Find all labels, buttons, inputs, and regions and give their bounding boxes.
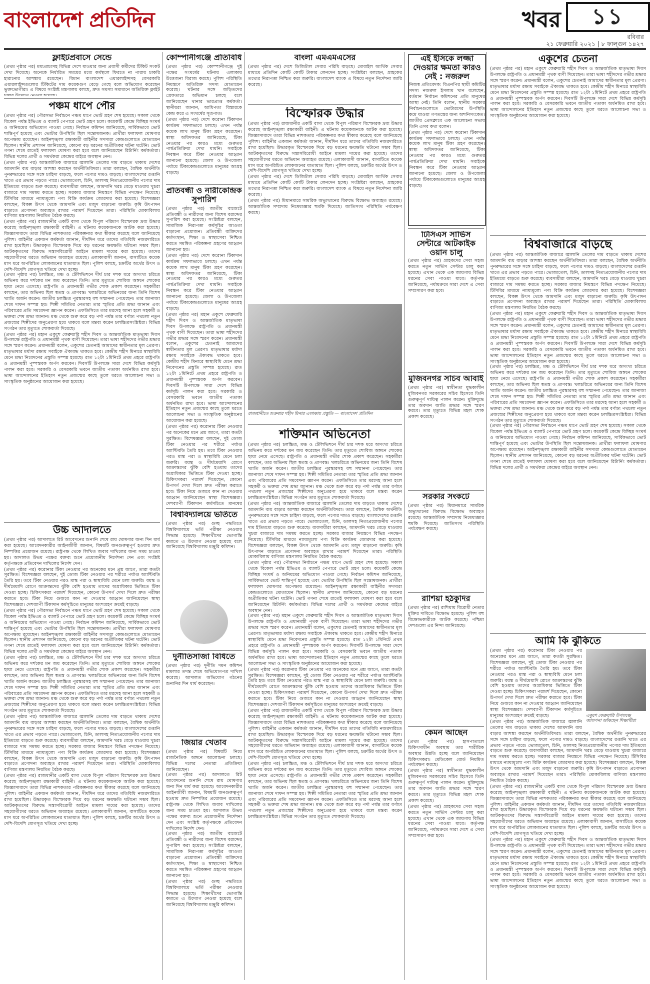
article-headline: বিশ্ববাজারে বাড়ছে	[524, 238, 612, 251]
article-body: (প্রথম পৃষ্ঠার পর) আদালতে রিট আবেদনের শুনানি শেষে রায় ঘোষণার জন্য দিন ধার্য করা হয়েছে। আবেদনকারীর আইনজীবী জানান, বিষয়টি জনগুরুত্বপূর্ণ হওয়ায় দ্রুত নিষ্পত্তির প্রয়োজন রয়েছে। রাষ্ট্রপক্ষ থেকে লিখিত জবাব দাখিলের জন্য সময় চাওয়া হয়। আদালত উভয় পক্ষের বক্তব্য শুনে প্রয়োজনীয় নির্দেশনা দেন এবং সংশ্লিষ্ট কর্তৃপক্ষকে প্রতিবেদন দাখিলের নির্দেশ দেন।	[4, 538, 160, 567]
story-divider	[4, 522, 160, 523]
article-body-cont: (প্রথম পৃষ্ঠার পর) জাতীয় বাজেটে প্রতিবন্ধী ও নারীদের জন্য বিশেষ বরাদ্দের সুপারিশ করা হয়েছে। সংশ্লিষ্টরা বলছেন, সামাজিক নিরাপত্তা কর্মসূচির আওতা বাড়ানো প্রয়োজন। প্রতিবন্ধী ব্যক্তিদের কর্মসংস্থান, শিক্ষা ও স্বাস্থ্যসেবা নিশ্চিত করতে সমন্বিত পরিকল্পনা গ্রহণের আহ্বান জানানো হয়।	[166, 832, 242, 879]
article-headline: উচ্চ আদালতে	[52, 525, 112, 536]
article-pratibandhi[interactable]	[166, 187, 242, 505]
article-titas[interactable]	[408, 231, 484, 369]
article-flight[interactable]	[4, 54, 160, 96]
article-headline: কোম্পানীগঞ্জে প্রতিবিধি	[166, 54, 242, 62]
article-body-cont: (প্রথম পৃষ্ঠার পর) আন্তর্জাতিক বাজারে জ্বালানি তেলের দাম বাড়তে থাকায় দেশের আমদানি ব্যয় বাড়ার আশঙ্কা করছেন অর্থনীতিবিদরা। তারা বলছেন, বৈশ্বিক অর্থনীতি পুনরুদ্ধারের সঙ্গে সঙ্গে চাহিদা বাড়ছে, ফলে পণ্যের দামও বাড়ছে। বাংলাদেশের রপ্তানি খাতে এর প্রভাব পড়তে পারে। ভোজ্যতেল, চিনি, ডালসহ নিত্যপ্রয়োজনীয় পণ্যের দাম ইতিমধ্যে বাড়তে শুরু করেছে। ব্যবসায়ীরা বলছেন, আমদানি খরচ বেড়ে যাওয়ায় খুচরা বাজারে দাম সমন্বয় করতে হচ্ছে। সরকার বাজার নিয়ন্ত্রণে বিভিন্ন পদক্ষেপ নিয়েছে। টিসিবির মাধ্যমে ন্যায্যমূল্যে পণ্য বিক্রি কার্যক্রম জোরদার করা হয়েছে। বিশেষজ্ঞরা বলছেন, বিকল্প উৎস থেকে আমদানি এবং মজুদ বাড়ানো জরুরি। কৃষি উৎপাদন বাড়াতে প্রণোদনা অব্যাহত রাখার পরামর্শ দিয়েছেন তারা। পরিস্থিতি মোকাবিলায় বাণিজ্য মন্ত্রণালয় নিয়মিত বৈঠক করছে।	[490, 719, 646, 784]
article-body-cont: (প্রথম পৃষ্ঠার পর) চলচ্চিত্র, মঞ্চ ও টেলিভিশনে দীর্ঘ চার দশক ধরে অসংখ্য চরিত্রে অভিনয় করে দর্শকের মন জয় করেছেন তিনি। তার মৃত্যুতে শোবিজ অঙ্গনে শোকের ছায়া নেমে এসেছে। রাষ্ট্রপতি ও প্রধানমন্ত্রী গভীর শোক প্রকাশ করেছেন। সহকর্মীরা বলছেন, তার অভিনয় ছিল স্বতন্ত্র ও প্রাণবন্ত। খলচরিত্রে অভিনয়ের জন্য তিনি বিশেষ খ্যাতি অর্জন করেন। জাতীয় চলচ্চিত্র পুরস্কারসহ বহু সম্মাননা পেয়েছেন। তার জানাজা শেষে দাফন সম্পন্ন হয়। শিল্পী সমিতির নেতারা তার স্মৃতির প্রতি শ্রদ্ধা জানান এবং পরিবারের প্রতি সমবেদনা জ্ঞাপন করেন। এফডিসিতে তার মরদেহ আনা হলে সহকর্মী ও ভক্তরা শেষ শ্রদ্ধা জানান। মঞ্চ থেকে শুরু করে বড় পর্দা পর্যন্ত তার বর্ণাঢ্য পথচলা নতুন প্রজন্মের শিল্পীদের অনুপ্রেরণা হয়ে থাকবে বলে মন্তব্য করেন চলচ্চিত্রসংশ্লিষ্টরা। বিভিন্ন সংগঠন তার মৃত্যুতে শোকবার্তা দিয়েছে।	[490, 365, 646, 424]
article-body: (প্রথম পৃষ্ঠার পর) চলচ্চিত্র, মঞ্চ ও টেলিভিশনে দীর্ঘ চার দশক ধরে অসংখ্য চরিত্রে অভিনয় করে দর্শকের মন জয় করেছেন তিনি। তার মৃত্যুতে শোবিজ অঙ্গনে শোকের ছায়া নেমে এসেছে। রাষ্ট্রপতি ও প্রধানমন্ত্রী গভীর শোক প্রকাশ করেছেন। সহকর্মীরা বলছেন, তার অভিনয় ছিল স্বতন্ত্র ও প্রাণবন্ত। খলচরিত্রে অভিনয়ের জন্য তিনি বিশেষ খ্যাতি অর্জন করেন। জাতীয় চলচ্চিত্র পুরস্কারসহ বহু সম্মাননা পেয়েছেন। তার জানাজা শেষে দাফন সম্পন্ন হয়। শিল্পী সমিতির নেতারা তার স্মৃতির প্রতি শ্রদ্ধা জানান এবং পরিবারের প্রতি সমবেদনা জ্ঞাপন করেন। এফডিসিতে তার মরদেহ আনা হলে সহকর্মী ও ভক্তরা শেষ শ্রদ্ধা জানান। মঞ্চ থেকে শুরু করে বড় পর্দা পর্যন্ত তার বর্ণাঢ্য পথচলা নতুন প্রজন্মের শিল্পীদের অনুপ্রেরণা হয়ে থাকবে বলে মন্তব্য করেন চলচ্চিত্রসংশ্লিষ্টরা। বিভিন্ন সংগঠন তার মৃত্যুতে শোকবার্তা দিয়েছে।	[248, 443, 402, 502]
article-shaktiman[interactable]	[248, 428, 402, 978]
newspaper-logo[interactable]: বাংলাদেশ প্রতিদিন	[4, 7, 155, 32]
article-mayor[interactable]	[248, 54, 402, 102]
article-body-cont: (প্রথম পৃষ্ঠার পর) মহান একুশে ফেব্রুয়ারি শহীদ দিবস ও আন্তর্জাতিক মাতৃভাষা দিবস উপলক্ষে রাষ্ট্রপতি ও প্রধানমন্ত্রী পৃথক বাণী দিয়েছেন। তারা ভাষা শহীদদের গভীর শ্রদ্ধার সঙ্গে স্মরণ করেন। প্রধানমন্ত্রী বলেন, একুশের চেতনাই আমাদের স্বাধীনতার মূল প্রেরণা। মাতৃভাষার মর্যাদা রক্ষায় সবাইকে ঐক্যবদ্ধ থাকতে হবে। কেন্দ্রীয় শহীদ মিনারে স্বাস্থ্যবিধি মেনে শ্রদ্ধা নিবেদনের প্রস্তুতি সম্পন্ন হয়েছে। রাত ১২টা ১মিনিটে প্রথম প্রহরে রাষ্ট্রপতি ও প্রধানমন্ত্রী পুষ্পস্তবক অর্পণ করবেন। দিবসটি উপলক্ষে সারা দেশে বিভিন্ন কর্মসূচি পালন করা হবে। সরকারি ও বেসরকারি ভবনে জাতীয় পতাকা অর্ধনমিত রাখা হবে। ভাষা আন্দোলনের ইতিহাস নতুন প্রজন্মের কাছে তুলে ধরতে আলোচনা সভা ও সাংস্কৃতিক অনুষ্ঠানের আয়োজন করা হয়েছে।	[490, 838, 646, 891]
article-jhuki[interactable]	[490, 636, 646, 978]
article-body-cont: (প্রথম পৃষ্ঠার পর) আন্তর্জাতিক বাজারে জ্বালানি তেলের দাম বাড়তে থাকায় দেশের আমদানি ব্যয় বাড়ার আশঙ্কা করছেন অর্থনীতিবিদরা। তারা বলছেন, বৈশ্বিক অর্থনীতি পুনরুদ্ধারের সঙ্গে সঙ্গে চাহিদা বাড়ছে, ফলে পণ্যের দামও বাড়ছে। বাংলাদেশের রপ্তানি খাতে এর প্রভাব পড়তে পারে। ভোজ্যতেল, চিনি, ডালসহ নিত্যপ্রয়োজনীয় পণ্যের দাম ইতিমধ্যে বাড়তে শুরু করেছে। ব্যবসায়ীরা বলছেন, আমদানি খরচ বেড়ে যাওয়ায় খুচরা বাজারে দাম সমন্বয় করতে হচ্ছে। সরকার বাজার নিয়ন্ত্রণে বিভিন্ন পদক্ষেপ নিয়েছে। টিসিবির মাধ্যমে ন্যায্যমূল্যে পণ্য বিক্রি কার্যক্রম জোরদার করা হয়েছে। বিশেষজ্ঞরা বলছেন, বিকল্প উৎস থেকে আমদানি এবং মজুদ বাড়ানো জরুরি। কৃষি উৎপাদন বাড়াতে প্রণোদনা অব্যাহত রাখার পরামর্শ দিয়েছেন তারা। পরিস্থিতি মোকাবিলায় বাণিজ্য মন্ত্রণালয় নিয়মিত বৈঠক করছে।	[248, 502, 402, 561]
article-ei-isik[interactable]	[408, 54, 486, 226]
article-headline: পঞ্চম ধাপে পৌর	[48, 101, 116, 112]
article-body-cont: (প্রথম পৃষ্ঠার পর) চলচ্চিত্র, মঞ্চ ও টেলিভিশনে দীর্ঘ চার দশক ধরে অসংখ্য চরিত্রে অভিনয় করে দর্শকের মন জয় করেছেন তিনি। তার মৃত্যুতে শোবিজ অঙ্গনে শোকের ছায়া নেমে এসেছে। রাষ্ট্রপতি ও প্রধানমন্ত্রী গভীর শোক প্রকাশ করেছেন। সহকর্মীরা বলছেন, তার অভিনয় ছিল স্বতন্ত্র ও প্রাণবন্ত। খলচরিত্রে অভিনয়ের জন্য তিনি বিশেষ খ্যাতি অর্জন করেন। জাতীয় চলচ্চিত্র পুরস্কারসহ বহু সম্মাননা পেয়েছেন। তার জানাজা শেষে দাফন সম্পন্ন হয়। শিল্পী সমিতির নেতারা তার স্মৃতির প্রতি শ্রদ্ধা জানান এবং পরিবারের প্রতি সমবেদনা জ্ঞাপন করেন। এফডিসিতে তার মরদেহ আনা হলে সহকর্মী ও ভক্তরা শেষ শ্রদ্ধা জানান। মঞ্চ থেকে শুরু করে বড় পর্দা পর্যন্ত তার বর্ণাঢ্য পথচলা নতুন প্রজন্মের শিল্পীদের অনুপ্রেরণা হয়ে থাকবে বলে মন্তব্য করেন চলচ্চিত্রসংশ্লিষ্টরা। বিভিন্ন সংগঠন তার মৃত্যুতে শোকবার্তা দিয়েছে।	[4, 273, 160, 332]
article-body-cont: (প্রথম পৃষ্ঠার পর) দেশে করোনা টিকাদান কার্যক্রম সফলভাবে চলছে। এখন পর্যন্ত কয়েক লাখ মানুষ টিকা গ্রহণ করেছেন। স্বাস্থ্য অধিদফতর জানিয়েছে, টিকা নেওয়ার পর কারও মধ্যে গুরুতর পার্শ্বপ্রতিক্রিয়া দেখা যায়নি। সবাইকে নিবন্ধন করে টিকা নেওয়ার আহ্বান জানানো হয়েছে। জেলা ও উপজেলা পর্যায়ে টিকাকেন্দ্রগুলোতে মানুষের আগ্রহ বাড়ছে।	[166, 253, 242, 312]
story-divider	[490, 235, 646, 236]
article-headline: আমি কি ঝুঁকিতে	[535, 636, 601, 647]
date-label: ২১ ফেব্রুয়ারি ২০২১ | ৮ ফাল্গুন ১৪২৭	[546, 41, 644, 48]
article-headline: কেমন আছেন	[424, 729, 468, 737]
article-body: (প্রথম পৃষ্ঠার পর) দুর্নীতি দমন কমিশন মামলার তদন্ত শেষে অভিযোগপত্র দাখিল করেছে। আদালত অভিযোগ গঠনের শুনানির দিন ধার্য করেছেন।	[166, 663, 242, 687]
article-headline: ফ্লাইটপ্রবাসে সেন্ডে	[52, 54, 112, 62]
article-body: (প্রথম পৃষ্ঠার পর) রাজধানীর একটি বাসা থেকে বিপুল পরিমাণ বিস্ফোরক দ্রব্য উদ্ধার করেছে আইনশৃঙ্খলা রক্ষাকারী বাহিনী। এ ঘটনায় কয়েকজনকে আটক করা হয়েছে। জিজ্ঞাসাবাদে তারা বিভিন্ন নাশকতার পরিকল্পনার কথা স্বীকার করেছে বলে জানিয়েছে পুলিশ। বাহিনীর একজন কর্মকর্তা জানান, দীর্ঘদিন ধরে তাদের গতিবিধি নজরদারিতে রাখা হয়েছিল। উদ্ধারকৃত বিস্ফোরক দিয়ে বড় ধরনের ক্ষয়ক্ষতি ঘটানো সম্ভব ছিল। আটককৃতদের বিরুদ্ধে সন্ত্রাসবিরোধী আইনে মামলা দায়ের করা হয়েছে। তাদের সহযোগীদের ধরতে অভিযান অব্যাহত রয়েছে। এলাকাবাসী জানান, বাসাটিতে কয়েক মাস ধরে অপরিচিত লোকজনের যাতায়াত ছিল। পুলিশ বলছে, চক্রটির অর্থের উৎস ও দেশি-বিদেশি যোগসূত্র খতিয়ে দেখা হচ্ছে।	[248, 122, 402, 175]
story-divider	[4, 98, 160, 99]
article-raufeet[interactable]	[408, 595, 484, 723]
article-body-cont: (প্রথম পৃষ্ঠার পর) রাজধানীর একটি বাসা থেকে বিপুল পরিমাণ বিস্ফোরক দ্রব্য উদ্ধার করেছে আইনশৃঙ্খলা রক্ষাকারী বাহিনী। এ ঘটনায় কয়েকজনকে আটক করা হয়েছে। জিজ্ঞাসাবাদে তারা বিভিন্ন নাশকতার পরিকল্পনার কথা স্বীকার করেছে বলে জানিয়েছে পুলিশ। বাহিনীর একজন কর্মকর্তা জানান, দীর্ঘদিন ধরে তাদের গতিবিধি নজরদারিতে রাখা হয়েছিল। উদ্ধারকৃত বিস্ফোরক দিয়ে বড় ধরনের ক্ষয়ক্ষতি ঘটানো সম্ভব ছিল। আটককৃতদের বিরুদ্ধে সন্ত্রাসবিরোধী আইনে মামলা দায়ের করা হয়েছে। তাদের সহযোগীদের ধরতে অভিযান অব্যাহত রয়েছে। এলাকাবাসী জানান, বাসাটিতে কয়েক মাস ধরে অপরিচিত লোকজনের যাতায়াত ছিল। পুলিশ বলছে, চক্রটির অর্থের উৎস ও দেশি-বিদেশি যোগসূত্র খতিয়ে দেখা হচ্ছে।	[4, 220, 160, 273]
article-headline: জিয়ার খেতাব	[181, 739, 227, 747]
story-divider	[408, 592, 484, 593]
story-divider	[166, 184, 242, 185]
article-body-cont: (প্রথম পৃষ্ঠার পর) পৌরসভা নির্বাচনে পঞ্চম ধাপে ভোট গ্রহণ শেষ হয়েছে। সকাল থেকে বিকেল পর্যন্ত ইভিএম ও ব্যালট পেপারে ভোট গ্রহণ চলে। কয়েকটি কেন্দ্রে বিচ্ছিন্ন সংঘর্ষ ও অনিয়মের অভিযোগ পাওয়া গেছে। নির্বাচন কমিশন জানিয়েছে, সার্বিকভাবে ভোট শান্তিপূর্ণ হয়েছে এবং ভোটার উপস্থিতি ছিল সন্তোষজনক। প্রার্থীরা ফলাফল ঘোষণার অপেক্ষায় রয়েছেন। আইনশৃঙ্খলা রক্ষাকারী বাহিনীর সদস্যরা কেন্দ্রগুলোতে মোতায়েন ছিলেন। স্থানীয় প্রশাসন জানিয়েছে, কোনো বড় ধরনের অপ্রীতিকর ঘটনা ঘটেনি। ভোট গণনা শেষে রাতেই ফলাফল ঘোষণা করা হবে বলে জানিয়েছেন রিটার্নিং কর্মকর্তারা। বিভিন্ন দলের প্রার্থী ও সমর্থকরা কেন্দ্রের বাইরে অবস্থান নেন।	[248, 561, 402, 614]
article-body-cont: (প্রথম পৃষ্ঠার পর) রাজধানীর একটি বাসা থেকে বিপুল পরিমাণ বিস্ফোরক দ্রব্য উদ্ধার করেছে আইনশৃঙ্খলা রক্ষাকারী বাহিনী। এ ঘটনায় কয়েকজনকে আটক করা হয়েছে। জিজ্ঞাসাবাদে তারা বিভিন্ন নাশকতার পরিকল্পনার কথা স্বীকার করেছে বলে জানিয়েছে পুলিশ। বাহিনীর একজন কর্মকর্তা জানান, দীর্ঘদিন ধরে তাদের গতিবিধি নজরদারিতে রাখা হয়েছিল। উদ্ধারকৃত বিস্ফোরক দিয়ে বড় ধরনের ক্ষয়ক্ষতি ঘটানো সম্ভব ছিল। আটককৃতদের বিরুদ্ধে সন্ত্রাসবিরোধী আইনে মামলা দায়ের করা হয়েছে। তাদের সহযোগীদের ধরতে অভিযান অব্যাহত রয়েছে। এলাকাবাসী জানান, বাসাটিতে কয়েক মাস ধরে অপরিচিত লোকজনের যাতায়াত ছিল। পুলিশ বলছে, চক্রটির অর্থের উৎস ও দেশি-বিদেশি যোগসূত্র খতিয়ে দেখা হচ্ছে।	[4, 774, 160, 827]
article-body: (প্রথম পৃষ্ঠার পর) স্বাধীনতা যুদ্ধকালীন মুজিবনগর সরকারের সচিব হিসেবে তিনি গুরুত্বপূর্ণ দায়িত্ব পালন করেন। মুক্তিযুদ্ধে তার অবদান জাতি শ্রদ্ধার সঙ্গে স্মরণ করবে। তার মৃত্যুতে বিভিন্ন মহল শোক প্রকাশ করেছে।	[408, 385, 484, 421]
dateline	[546, 34, 644, 48]
article-college[interactable]	[166, 54, 242, 182]
article-body-cont: (প্রথম পৃষ্ঠার পর) পৌরসভা নির্বাচনে পঞ্চম ধাপে ভোট গ্রহণ শেষ হয়েছে। সকাল থেকে বিকেল পর্যন্ত ইভিএম ও ব্যালট পেপারে ভোট গ্রহণ চলে। কয়েকটি কেন্দ্রে বিচ্ছিন্ন সংঘর্ষ ও অনিয়মের অভিযোগ পাওয়া গেছে। নির্বাচন কমিশন জানিয়েছে, সার্বিকভাবে ভোট শান্তিপূর্ণ হয়েছে এবং ভোটার উপস্থিতি ছিল সন্তোষজনক। প্রার্থীরা ফলাফল ঘোষণার অপেক্ষায় রয়েছেন। আইনশৃঙ্খলা রক্ষাকারী বাহিনীর সদস্যরা কেন্দ্রগুলোতে মোতায়েন ছিলেন। স্থানীয় প্রশাসন জানিয়েছে, কোনো বড় ধরনের অপ্রীতিকর ঘটনা ঘটেনি। ভোট গণনা শেষে রাতেই ফলাফল ঘোষণা করা হবে বলে জানিয়েছেন রিটার্নিং কর্মকর্তারা। বিভিন্ন দলের প্রার্থী ও সমর্থকরা কেন্দ্রের বাইরে অবস্থান নেন।	[4, 608, 160, 656]
article-body: (প্রথম পৃষ্ঠার পর) গুচ্ছ পদ্ধতিতে বিশ্ববিদ্যালয়ে ভর্তি পরীক্ষা নেওয়ার সিদ্ধান্ত হয়েছে। শিক্ষার্থীদের ভোগান্তি কমাতে এ উদ্যোগ নেওয়া হয়েছে বলে জানিয়েছে বিশ্ববিদ্যালয় মঞ্জুরি কমিশন।	[166, 521, 242, 551]
news-photo	[248, 304, 402, 410]
article-body-cont: (প্রথম পৃষ্ঠার পর) রাজধানীর একটি বাসা থেকে বিপুল পরিমাণ বিস্ফোরক দ্রব্য উদ্ধার করেছে আইনশৃঙ্খলা রক্ষাকারী বাহিনী। এ ঘটনায় কয়েকজনকে আটক করা হয়েছে। জিজ্ঞাসাবাদে তারা বিভিন্ন নাশকতার পরিকল্পনার কথা স্বীকার করেছে বলে জানিয়েছে পুলিশ। বাহিনীর একজন কর্মকর্তা জানান, দীর্ঘদিন ধরে তাদের গতিবিধি নজরদারিতে রাখা হয়েছিল। উদ্ধারকৃত বিস্ফোরক দিয়ে বড় ধরনের ক্ষয়ক্ষতি ঘটানো সম্ভব ছিল। আটককৃতদের বিরুদ্ধে সন্ত্রাসবিরোধী আইনে মামলা দায়ের করা হয়েছে। তাদের সহযোগীদের ধরতে অভিযান অব্যাহত রয়েছে। এলাকাবাসী জানান, বাসাটিতে কয়েক মাস ধরে অপরিচিত লোকজনের যাতায়াত ছিল। পুলিশ বলছে, চক্রটির অর্থের উৎস ও দেশি-বিদেশি যোগসূত্র খতিয়ে দেখা হচ্ছে।	[248, 708, 402, 762]
story-divider	[408, 490, 484, 491]
article-body: (প্রথম পৃষ্ঠার পর) রাশিয়ায় বিরোধী নেতার মুক্তির দাবিতে বিক্ষোভ হয়েছে। পুলিশ বহু বিক্ষোভকারীকে আটক করেছে। পশ্চিমা দেশগুলো এর নিন্দা জানিয়েছে।	[408, 605, 484, 629]
article-body: (প্রথম পৃষ্ঠার পর) করোনার টিকা নেওয়ার পর অনেকের মনে প্রশ্ন জাগে, তারা কতটা সুরক্ষিত। বিশেষজ্ঞরা বলছেন, দুই ডোজ টিকা নেওয়ার পর শরীরে পর্যাপ্ত অ্যান্টিবডি তৈরি হয়। তবে টিকা নেওয়ার পরও মাস্ক পরা ও স্বাস্থ্যবিধি মেনে চলা জরুরি। বয়স্ক ও দীর্ঘমেয়াদি রোগে আক্রান্তদের ঝুঁকি বেশি হওয়ায় তাদের অগ্রাধিকার ভিত্তিতে টিকা দেওয়া হচ্ছে। চিকিৎসকরা পরামর্শ দিয়েছেন, কোনো উপসর্গ দেখা দিলে দ্রুত পরীক্ষা করাতে হবে। টিকা নিয়ে গুজবে কান না দেওয়ার আহ্বান জানিয়েছেন স্বাস্থ্য বিশেষজ্ঞরা। দেশব্যাপী টিকাদান কর্মসূচিতে মানুষের অংশগ্রহণ ক্রমেই বাড়ছে।	[490, 649, 582, 719]
article-body-cont: (প্রথম পৃষ্ঠার পর) চলচ্চিত্র, মঞ্চ ও টেলিভিশনে দীর্ঘ চার দশক ধরে অসংখ্য চরিত্রে অভিনয় করে দর্শকের মন জয় করেছেন তিনি। তার মৃত্যুতে শোবিজ অঙ্গনে শোকের ছায়া নেমে এসেছে। রাষ্ট্রপতি ও প্রধানমন্ত্রী গভীর শোক প্রকাশ করেছেন। সহকর্মীরা বলছেন, তার অভিনয় ছিল স্বতন্ত্র ও প্রাণবন্ত। খলচরিত্রে অভিনয়ের জন্য তিনি বিশেষ খ্যাতি অর্জন করেন। জাতীয় চলচ্চিত্র পুরস্কারসহ বহু সম্মাননা পেয়েছেন। তার জানাজা শেষে দাফন সম্পন্ন হয়। শিল্পী সমিতির নেতারা তার স্মৃতির প্রতি শ্রদ্ধা জানান এবং পরিবারের প্রতি সমবেদনা জ্ঞাপন করেন। এফডিসিতে তার মরদেহ আনা হলে সহকর্মী ও ভক্তরা শেষ শ্রদ্ধা জানান। মঞ্চ থেকে শুরু করে বড় পর্দা পর্যন্ত তার বর্ণাঢ্য পথচলা নতুন প্রজন্মের শিল্পীদের অনুপ্রেরণা হয়ে থাকবে বলে মন্তব্য করেন চলচ্চিত্রসংশ্লিষ্টরা। বিভিন্ন সংগঠন তার মৃত্যুতে শোকবার্তা দিয়েছে।	[4, 656, 160, 715]
article-body: (প্রথম পৃষ্ঠার পর) মিয়ানমারে সামরিক অভ্যুত্থানের বিরুদ্ধে বিক্ষোভ অব্যাহত রয়েছে। আন্তর্জাতিক সম্প্রদায় নিষেধাজ্ঞার হুমকি দিয়েছে। জাতিসংঘ পরিস্থিতি পর্যবেক্ষণ করছে।	[408, 503, 484, 533]
article-body-cont: (প্রথম পৃষ্ঠার পর) মহান একুশে ফেব্রুয়ারি শহীদ দিবস ও আন্তর্জাতিক মাতৃভাষা দিবস উপলক্ষে রাষ্ট্রপতি ও প্রধানমন্ত্রী পৃথক বাণী দিয়েছেন। তারা ভাষা শহীদদের গভীর শ্রদ্ধার সঙ্গে স্মরণ করেন। প্রধানমন্ত্রী বলেন, একুশের চেতনাই আমাদের স্বাধীনতার মূল প্রেরণা। মাতৃভাষার মর্যাদা রক্ষায় সবাইকে ঐক্যবদ্ধ থাকতে হবে। কেন্দ্রীয় শহীদ মিনারে স্বাস্থ্যবিধি মেনে শ্রদ্ধা নিবেদনের প্রস্তুতি সম্পন্ন হয়েছে। রাত ১২টা ১মিনিটে প্রথম প্রহরে রাষ্ট্রপতি ও প্রধানমন্ত্রী পুষ্পস্তবক অর্পণ করবেন। দিবসটি উপলক্ষে সারা দেশে বিভিন্ন কর্মসূচি পালন করা হবে। সরকারি ও বেসরকারি ভবনে জাতীয় পতাকা অর্ধনমিত রাখা হবে। ভাষা আন্দোলনের ইতিহাস নতুন প্রজন্মের কাছে তুলে ধরতে আলোচনা সভা ও সাংস্কৃতিক অনুষ্ঠানের আয়োজন করা হয়েছে।	[490, 312, 646, 365]
masthead-rule	[4, 48, 646, 50]
article-headline: রাশিয়া হঠকুদির	[421, 595, 471, 603]
article-body: (প্রথম পৃষ্ঠার পর) গ্রাহকদের সেবা সহজ করতে নতুন সার্ভিস সেন্টার চালু করা হয়েছে। এখান থেকে এক জায়গায় বিভিন্ন ধরনের সেবা পাওয়া যাবে। কর্তৃপক্ষ জানিয়েছে, পর্যায়ক্রমে সারা দেশে এ সেবা সম্প্রসারণ করা হবে।	[408, 259, 484, 294]
article-ekushe[interactable]	[490, 54, 646, 232]
article-body-cont: (প্রথম পৃষ্ঠার পর) গ্রাহকদের সেবা সহজ করতে নতুন সার্ভিস সেন্টার চালু করা হয়েছে। এখান থেকে এক জায়গায় বিভিন্ন ধরনের সেবা পাওয়া যাবে। কর্তৃপক্ষ জানিয়েছে, পর্যায়ক্রমে সারা দেশে এ সেবা সম্প্রসারণ করা হবে।	[408, 804, 484, 840]
article-pancham[interactable]	[4, 101, 160, 519]
article-headline: একুশের চেতনা	[538, 54, 598, 65]
article-body: (প্রথম পৃষ্ঠার পর) হাসপাতালে চিকিৎসাধীন অবস্থায় তার শারীরিক অবস্থার উন্নতি হচ্ছে বলে জানিয়েছেন চিকিৎসকরা। মেডিকেল বোর্ড নিয়মিত পর্যবেক্ষণ করছে।	[408, 739, 484, 769]
article-headline: মুজিবনগর সচিব আবাই	[408, 375, 484, 383]
article-headline: টিসিএস সার্ভিস সেন্টারে আটকাইক ওয়ান চালু	[416, 231, 476, 257]
article-body-cont: (প্রথম পৃষ্ঠার পর) আন্তর্জাতিক বাজারে জ্বালানি তেলের দাম বাড়তে থাকায় দেশের আমদানি ব্যয় বাড়ার আশঙ্কা করছেন অর্থনীতিবিদরা। তারা বলছেন, বৈশ্বিক অর্থনীতি পুনরুদ্ধারের সঙ্গে সঙ্গে চাহিদা বাড়ছে, ফলে পণ্যের দামও বাড়ছে। বাংলাদেশের রপ্তানি খাতে এর প্রভাব পড়তে পারে। ভোজ্যতেল, চিনি, ডালসহ নিত্যপ্রয়োজনীয় পণ্যের দাম ইতিমধ্যে বাড়তে শুরু করেছে। ব্যবসায়ীরা বলছেন, আমদানি খরচ বেড়ে যাওয়ায় খুচরা বাজারে দাম সমন্বয় করতে হচ্ছে। সরকার বাজার নিয়ন্ত্রণে বিভিন্ন পদক্ষেপ নিয়েছে। টিসিবির মাধ্যমে ন্যায্যমূল্যে পণ্য বিক্রি কার্যক্রম জোরদার করা হয়েছে। বিশেষজ্ঞরা বলছেন, বিকল্প উৎস থেকে আমদানি এবং মজুদ বাড়ানো জরুরি। কৃষি উৎপাদন বাড়াতে প্রণোদনা অব্যাহত রাখার পরামর্শ দিয়েছেন তারা। পরিস্থিতি মোকাবিলায় বাণিজ্য মন্ত্রণালয় নিয়মিত বৈঠক করছে।	[4, 161, 160, 220]
portrait-photo	[180, 600, 228, 644]
masthead	[4, 4, 204, 32]
section-label: খবর	[522, 7, 561, 33]
article-body-cont: (প্রথম পৃষ্ঠার পর) পৌরসভা নির্বাচনে পঞ্চম ধাপে ভোট গ্রহণ শেষ হয়েছে। সকাল থেকে বিকেল পর্যন্ত ইভিএম ও ব্যালট পেপারে ভোট গ্রহণ চলে। কয়েকটি কেন্দ্রে বিচ্ছিন্ন সংঘর্ষ ও অনিয়মের অভিযোগ পাওয়া গেছে। নির্বাচন কমিশন জানিয়েছে, সার্বিকভাবে ভোট শান্তিপূর্ণ হয়েছে এবং ভোটার উপস্থিতি ছিল সন্তোষজনক। প্রার্থীরা ফলাফল ঘোষণার অপেক্ষায় রয়েছেন। আইনশৃঙ্খলা রক্ষাকারী বাহিনীর সদস্যরা কেন্দ্রগুলোতে মোতায়েন ছিলেন। স্থানীয় প্রশাসন জানিয়েছে, কোনো বড় ধরনের অপ্রীতিকর ঘটনা ঘটেনি। ভোট গণনা শেষে রাতেই ফলাফল ঘোষণা করা হবে বলে জানিয়েছেন রিটার্নিং কর্মকর্তারা। বিভিন্ন দলের প্রার্থী ও সমর্থকরা কেন্দ্রের বাইরে অবস্থান নেন।	[490, 424, 646, 471]
story-divider	[166, 736, 242, 737]
article-bishwabajar[interactable]	[490, 238, 646, 630]
article-body-cont: (প্রথম পৃষ্ঠার পর) মহান একুশে ফেব্রুয়ারি শহীদ দিবস ও আন্তর্জাতিক মাতৃভাষা দিবস উপলক্ষে রাষ্ট্রপতি ও প্রধানমন্ত্রী পৃথক বাণী দিয়েছেন। তারা ভাষা শহীদদের গভীর শ্রদ্ধার সঙ্গে স্মরণ করেন। প্রধানমন্ত্রী বলেন, একুশের চেতনাই আমাদের স্বাধীনতার মূল প্রেরণা। মাতৃভাষার মর্যাদা রক্ষায় সবাইকে ঐক্যবদ্ধ থাকতে হবে। কেন্দ্রীয় শহীদ মিনারে স্বাস্থ্যবিধি মেনে শ্রদ্ধা নিবেদনের প্রস্তুতি সম্পন্ন হয়েছে। রাত ১২টা ১মিনিটে প্রথম প্রহরে রাষ্ট্রপতি ও প্রধানমন্ত্রী পুষ্পস্তবক অর্পণ করবেন। দিবসটি উপলক্ষে সারা দেশে বিভিন্ন কর্মসূচি পালন করা হবে। সরকারি ও বেসরকারি ভবনে জাতীয় পতাকা অর্ধনমিত রাখা হবে। ভাষা আন্দোলনের ইতিহাস নতুন প্রজন্মের কাছে তুলে ধরতে আলোচনা সভা ও সাংস্কৃতিক অনুষ্ঠানের আয়োজন করা হয়েছে।	[248, 614, 402, 667]
article-body: (প্রথম পৃষ্ঠার পর) কোম্পানীগঞ্জে দুই পক্ষের সংঘর্ষের ঘটনায় এলাকায় উত্তেজনা বিরাজ করছে। পুলিশ পরিস্থিতি নিয়ন্ত্রণে অতিরিক্ত সদস্য মোতায়েন করেছে। ঘটনার সঙ্গে জড়িতদের গ্রেফতারে অভিযান চলছে বলে জানিয়েছেন থানার ভারপ্রাপ্ত কর্মকর্তা। স্থানীয়রা জানান, আধিপত্য বিস্তারকে কেন্দ্র করে এ সংঘর্ষের সূত্রপাত।	[166, 64, 242, 118]
article-body-cont: (প্রথম পৃষ্ঠার পর) স্বাধীনতা যুদ্ধকালীন মুজিবনগর সরকারের সচিব হিসেবে তিনি গুরুত্বপূর্ণ দায়িত্ব পালন করেন। মুক্তিযুদ্ধে তার অবদান জাতি শ্রদ্ধার সঙ্গে স্মরণ করবে। তার মৃত্যুতে বিভিন্ন মহল শোক প্রকাশ করেছে।	[408, 769, 484, 804]
article-bishphoron[interactable]	[248, 107, 402, 301]
article-udaharan[interactable]	[4, 525, 160, 978]
article-durniti[interactable]	[166, 653, 242, 733]
story-divider	[248, 424, 402, 425]
article-body-cont: (প্রথম পৃষ্ঠার পর) আন্তর্জাতিক বাজারে জ্বালানি তেলের দাম বাড়তে থাকায় দেশের আমদানি ব্যয় বাড়ার আশঙ্কা করছেন অর্থনীতিবিদরা। তারা বলছেন, বৈশ্বিক অর্থনীতি পুনরুদ্ধারের সঙ্গে সঙ্গে চাহিদা বাড়ছে, ফলে পণ্যের দামও বাড়ছে। বাংলাদেশের রপ্তানি খাতে এর প্রভাব পড়তে পারে। ভোজ্যতেল, চিনি, ডালসহ নিত্যপ্রয়োজনীয় পণ্যের দাম ইতিমধ্যে বাড়তে শুরু করেছে। ব্যবসায়ীরা বলছেন, আমদানি খরচ বেড়ে যাওয়ায় খুচরা বাজারে দাম সমন্বয় করতে হচ্ছে। সরকার বাজার নিয়ন্ত্রণে বিভিন্ন পদক্ষেপ নিয়েছে। টিসিবির মাধ্যমে ন্যায্যমূল্যে পণ্য বিক্রি কার্যক্রম জোরদার করা হয়েছে। বিশেষজ্ঞরা বলছেন, বিকল্প উৎস থেকে আমদানি এবং মজুদ বাড়ানো জরুরি। কৃষি উৎপাদন বাড়াতে প্রণোদনা অব্যাহত রাখার পরামর্শ দিয়েছেন তারা। পরিস্থিতি মোকাবিলায় বাণিজ্য মন্ত্রণালয় নিয়মিত বৈঠক করছে।	[4, 715, 160, 774]
article-headline: বিশ্ববিদ্যালয়ে ভর্তিতে	[170, 511, 238, 519]
photo-caption: একুশে ফেব্রুয়ারি উপলক্ষে আলপনা আঁকছেন শিক্ষার্থীরা	[586, 714, 636, 725]
story-divider	[408, 372, 484, 373]
story-divider	[408, 228, 484, 229]
article-body-cont: (প্রথম পৃষ্ঠার পর) দেশে করোনা টিকাদান কার্যক্রম সফলভাবে চলছে। এখন পর্যন্ত কয়েক লাখ মানুষ টিকা গ্রহণ করেছেন। স্বাস্থ্য অধিদফতর জানিয়েছে, টিকা নেওয়ার পর কারও মধ্যে গুরুতর পার্শ্বপ্রতিক্রিয়া দেখা যায়নি। সবাইকে নিবন্ধন করে টিকা নেওয়ার আহ্বান জানানো হয়েছে। জেলা ও উপজেলা পর্যায়ে টিকাকেন্দ্রগুলোতে মানুষের আগ্রহ বাড়ছে।	[166, 117, 242, 177]
story-divider	[166, 650, 242, 651]
article-body-cont: (প্রথম পৃষ্ঠার পর) আদালতে রিট আবেদনের শুনানি শেষে রায় ঘোষণার জন্য দিন ধার্য করা হয়েছে। আবেদনকারীর আইনজীবী জানান, বিষয়টি জনগুরুত্বপূর্ণ হওয়ায় দ্রুত নিষ্পত্তির প্রয়োজন রয়েছে। রাষ্ট্রপক্ষ থেকে লিখিত জবাব দাখিলের জন্য সময় চাওয়া হয়। আদালত উভয় পক্ষের বক্তব্য শুনে প্রয়োজনীয় নির্দেশনা দেন এবং সংশ্লিষ্ট কর্তৃপক্ষকে প্রতিবেদন দাখিলের নির্দেশ দেন।	[166, 773, 242, 832]
article-bishwavidyalay[interactable]	[166, 511, 242, 601]
photo-caption: রাজধানীতে শুক্রবার শহীদ মিনার এলাকায় প্রস্তুতি — বাংলাদেশ প্রতিদিন	[248, 412, 373, 417]
article-headline: প্রতিবন্ধী ও নারীকেন্দ্রিক সুপারিশ	[166, 187, 242, 204]
article-body: (প্রথম পৃষ্ঠার পর) জাতীয় বাজেটে প্রতিবন্ধী ও নারীদের জন্য বিশেষ বরাদ্দের সুপারিশ করা হয়েছে। সংশ্লিষ্টরা বলছেন, সামাজিক নিরাপত্তা কর্মসূচির আওতা বাড়ানো প্রয়োজন। প্রতিবন্ধী ব্যক্তিদের কর্মসংস্থান, শিক্ষা ও স্বাস্থ্যসেবা নিশ্চিত করতে সমন্বিত পরিকল্পনা গ্রহণের আহ্বান জানানো হয়।	[166, 206, 242, 253]
column-divider	[244, 52, 245, 980]
news-photo	[586, 649, 646, 711]
article-headline: বিস্ফোরক উদ্ধার	[285, 107, 365, 120]
article-body-cont: (প্রথম পৃষ্ঠার পর) রাজধানীর একটি বাসা থেকে বিপুল পরিমাণ বিস্ফোরক দ্রব্য উদ্ধার করেছে আইনশৃঙ্খলা রক্ষাকারী বাহিনী। এ ঘটনায় কয়েকজনকে আটক করা হয়েছে। জিজ্ঞাসাবাদে তারা বিভিন্ন নাশকতার পরিকল্পনার কথা স্বীকার করেছে বলে জানিয়েছে পুলিশ। বাহিনীর একজন কর্মকর্তা জানান, দীর্ঘদিন ধরে তাদের গতিবিধি নজরদারিতে রাখা হয়েছিল। উদ্ধারকৃত বিস্ফোরক দিয়ে বড় ধরনের ক্ষয়ক্ষতি ঘটানো সম্ভব ছিল। আটককৃতদের বিরুদ্ধে সন্ত্রাসবিরোধী আইনে মামলা দায়ের করা হয়েছে। তাদের সহযোগীদের ধরতে অভিযান অব্যাহত রয়েছে। এলাকাবাসী জানান, বাসাটিতে কয়েক মাস ধরে অপরিচিত লোকজনের যাতায়াত ছিল। পুলিশ বলছে, চক্রটির অর্থের উৎস ও দেশি-বিদেশি যোগসূত্র খতিয়ে দেখা হচ্ছে।	[490, 784, 646, 838]
article-headline: বাংলা এমএমএসের	[294, 54, 356, 62]
article-body-cont: (প্রথম পৃষ্ঠার পর) চলচ্চিত্র, মঞ্চ ও টেলিভিশনে দীর্ঘ চার দশক ধরে অসংখ্য চরিত্রে অভিনয় করে দর্শকের মন জয় করেছেন তিনি। তার মৃত্যুতে শোবিজ অঙ্গনে শোকের ছায়া নেমে এসেছে। রাষ্ট্রপতি ও প্রধানমন্ত্রী গভীর শোক প্রকাশ করেছেন। সহকর্মীরা বলছেন, তার অভিনয় ছিল স্বতন্ত্র ও প্রাণবন্ত। খলচরিত্রে অভিনয়ের জন্য তিনি বিশেষ খ্যাতি অর্জন করেন। জাতীয় চলচ্চিত্র পুরস্কারসহ বহু সম্মাননা পেয়েছেন। তার জানাজা শেষে দাফন সম্পন্ন হয়। শিল্পী সমিতির নেতারা তার স্মৃতির প্রতি শ্রদ্ধা জানান এবং পরিবারের প্রতি সমবেদনা জ্ঞাপন করেন। এফডিসিতে তার মরদেহ আনা হলে সহকর্মী ও ভক্তরা শেষ শ্রদ্ধা জানান। মঞ্চ থেকে শুরু করে বড় পর্দা পর্যন্ত তার বর্ণাঢ্য পথচলা নতুন প্রজন্মের শিল্পীদের অনুপ্রেরণা হয়ে থাকবে বলে মন্তব্য করেন চলচ্চিত্রসংশ্লিষ্টরা। বিভিন্ন সংগঠন তার মৃত্যুতে শোকবার্তা দিয়েছে।	[248, 762, 402, 821]
story-divider	[248, 104, 402, 105]
article-body: নিজস্ব প্রতিবেদক: বিএনপির স্থায়ী কমিটির সদস্য নজরুল ইসলাম খান বলেছেন, বর্তমান নির্বাচন কমিশনের প্রতি মানুষের আস্থা নেই। তিনি বলেন, স্থানীয় সরকার নির্বাচনগুলোতে ভোটারদের উপস্থিতি কমে যাওয়া গণতন্ত্রের জন্য অশনিসংকেত। জাতীয় প্রেসক্লাবে এক আলোচনা সভায় তিনি এসব কথা বলেন।	[409, 83, 485, 130]
article-jiban[interactable]	[166, 739, 242, 979]
column-divider	[404, 52, 405, 980]
article-mujibnagar[interactable]	[408, 375, 484, 487]
column-divider	[486, 52, 487, 980]
story-divider	[408, 726, 484, 727]
article-sankat[interactable]	[408, 493, 484, 589]
article-kemon[interactable]	[408, 729, 484, 979]
article-body: (প্রথম পৃষ্ঠার পর) বিষয়টি নিয়ে রাজনৈতিক অঙ্গনে আলোচনা চলছে। বিভিন্ন দলের নেতারা প্রতিক্রিয়া জানিয়েছেন।	[166, 749, 242, 773]
article-body-cont: (প্রথম পৃষ্ঠার পর) মহান একুশে ফেব্রুয়ারি শহীদ দিবস ও আন্তর্জাতিক মাতৃভাষা দিবস উপলক্ষে রাষ্ট্রপতি ও প্রধানমন্ত্রী পৃথক বাণী দিয়েছেন। তারা ভাষা শহীদদের গভীর শ্রদ্ধার সঙ্গে স্মরণ করেন। প্রধানমন্ত্রী বলেন, একুশের চেতনাই আমাদের স্বাধীনতার মূল প্রেরণা। মাতৃভাষার মর্যাদা রক্ষায় সবাইকে ঐক্যবদ্ধ থাকতে হবে। কেন্দ্রীয় শহীদ মিনারে স্বাস্থ্যবিধি মেনে শ্রদ্ধা নিবেদনের প্রস্তুতি সম্পন্ন হয়েছে। রাত ১২টা ১মিনিটে প্রথম প্রহরে রাষ্ট্রপতি ও প্রধানমন্ত্রী পুষ্পস্তবক অর্পণ করবেন। দিবসটি উপলক্ষে সারা দেশে বিভিন্ন কর্মসূচি পালন করা হবে। সরকারি ও বেসরকারি ভবনে জাতীয় পতাকা অর্ধনমিত রাখা হবে। ভাষা আন্দোলনের ইতিহাস নতুন প্রজন্মের কাছে তুলে ধরতে আলোচনা সভা ও সাংস্কৃতিক অনুষ্ঠানের আয়োজন করা হয়েছে।	[4, 332, 160, 385]
article-body: (প্রথম পৃষ্ঠার পর) মহান একুশে ফেব্রুয়ারি শহীদ দিবস ও আন্তর্জাতিক মাতৃভাষা দিবস উপলক্ষে রাষ্ট্রপতি ও প্রধানমন্ত্রী পৃথক বাণী দিয়েছেন। তারা ভাষা শহীদদের গভীর শ্রদ্ধার সঙ্গে স্মরণ করেন। প্রধানমন্ত্রী বলেন, একুশের চেতনাই আমাদের স্বাধীনতার মূল প্রেরণা। মাতৃভাষার মর্যাদা রক্ষায় সবাইকে ঐক্যবদ্ধ থাকতে হবে। কেন্দ্রীয় শহীদ মিনারে স্বাস্থ্যবিধি মেনে শ্রদ্ধা নিবেদনের প্রস্তুতি সম্পন্ন হয়েছে। রাত ১২টা ১মিনিটে প্রথম প্রহরে রাষ্ট্রপতি ও প্রধানমন্ত্রী পুষ্পস্তবক অর্পণ করবেন। দিবসটি উপলক্ষে সারা দেশে বিভিন্ন কর্মসূচি পালন করা হবে। সরকারি ও বেসরকারি ভবনে জাতীয় পতাকা অর্ধনমিত রাখা হবে। ভাষা আন্দোলনের ইতিহাস নতুন প্রজন্মের কাছে তুলে ধরতে আলোচনা সভা ও সাংস্কৃতিক অনুষ্ঠানের আয়োজন করা হয়েছে।	[490, 67, 646, 120]
article-headline: শক্তিমান অভিনেতা	[279, 428, 371, 441]
article-body-cont: (প্রথম পৃষ্ঠার পর) করোনার টিকা নেওয়ার পর অনেকের মনে প্রশ্ন জাগে, তারা কতটা সুরক্ষিত। বিশেষজ্ঞরা বলছেন, দুই ডোজ টিকা নেওয়ার পর শরীরে পর্যাপ্ত অ্যান্টিবডি তৈরি হয়। তবে টিকা নেওয়ার পরও মাস্ক পরা ও স্বাস্থ্যবিধি মেনে চলা জরুরি। বয়স্ক ও দীর্ঘমেয়াদি রোগে আক্রান্তদের ঝুঁকি বেশি হওয়ায় তাদের অগ্রাধিকার ভিত্তিতে টিকা দেওয়া হচ্ছে। চিকিৎসকরা পরামর্শ দিয়েছেন, কোনো উপসর্গ দেখা দিলে দ্রুত পরীক্ষা করাতে হবে। টিকা নিয়ে গুজবে কান না দেওয়ার আহ্বান জানিয়েছেন স্বাস্থ্য বিশেষজ্ঞরা। দেশব্যাপী টিকাদান কর্মসূচিতে মানুষের অংশগ্রহণ ক্রমেই বাড়ছে।	[248, 667, 402, 709]
story-divider	[490, 633, 646, 634]
article-body: (প্রথম পৃষ্ঠার পর) আন্তর্জাতিক বাজারে জ্বালানি তেলের দাম বাড়তে থাকায় দেশের আমদানি ব্যয় বাড়ার আশঙ্কা করছেন অর্থনীতিবিদরা। তারা বলছেন, বৈশ্বিক অর্থনীতি পুনরুদ্ধারের সঙ্গে সঙ্গে চাহিদা বাড়ছে, ফলে পণ্যের দামও বাড়ছে। বাংলাদেশের রপ্তানি খাতে এর প্রভাব পড়তে পারে। ভোজ্যতেল, চিনি, ডালসহ নিত্যপ্রয়োজনীয় পণ্যের দাম ইতিমধ্যে বাড়তে শুরু করেছে। ব্যবসায়ীরা বলছেন, আমদানি খরচ বেড়ে যাওয়ায় খুচরা বাজারে দাম সমন্বয় করতে হচ্ছে। সরকার বাজার নিয়ন্ত্রণে বিভিন্ন পদক্ষেপ নিয়েছে। টিসিবির মাধ্যমে ন্যায্যমূল্যে পণ্য বিক্রি কার্যক্রম জোরদার করা হয়েছে। বিশেষজ্ঞরা বলছেন, বিকল্প উৎস থেকে আমদানি এবং মজুদ বাড়ানো জরুরি। কৃষি উৎপাদন বাড়াতে প্রণোদনা অব্যাহত রাখার পরামর্শ দিয়েছেন তারা। পরিস্থিতি মোকাবিলায় বাণিজ্য মন্ত্রণালয় নিয়মিত বৈঠক করছে।	[490, 253, 646, 312]
article-body: (প্রথম পৃষ্ঠার পর) পৌরসভা নির্বাচনে পঞ্চম ধাপে ভোট গ্রহণ শেষ হয়েছে। সকাল থেকে বিকেল পর্যন্ত ইভিএম ও ব্যালট পেপারে ভোট গ্রহণ চলে। কয়েকটি কেন্দ্রে বিচ্ছিন্ন সংঘর্ষ ও অনিয়মের অভিযোগ পাওয়া গেছে। নির্বাচন কমিশন জানিয়েছে, সার্বিকভাবে ভোট শান্তিপূর্ণ হয়েছে এবং ভোটার উপস্থিতি ছিল সন্তোষজনক। প্রার্থীরা ফলাফল ঘোষণার অপেক্ষায় রয়েছেন। আইনশৃঙ্খলা রক্ষাকারী বাহিনীর সদস্যরা কেন্দ্রগুলোতে মোতায়েন ছিলেন। স্থানীয় প্রশাসন জানিয়েছে, কোনো বড় ধরনের অপ্রীতিকর ঘটনা ঘটেনি। ভোট গণনা শেষে রাতেই ফলাফল ঘোষণা করা হবে বলে জানিয়েছেন রিটার্নিং কর্মকর্তারা। বিভিন্ন দলের প্রার্থী ও সমর্থকরা কেন্দ্রের বাইরে অবস্থান নেন।	[4, 114, 160, 161]
day-label: রবিবার	[627, 34, 644, 41]
article-headline: সরকার সংকটে	[422, 493, 470, 501]
article-body-cont: (প্রথম পৃষ্ঠার পর) করোনার টিকা নেওয়ার পর অনেকের মনে প্রশ্ন জাগে, তারা কতটা সুরক্ষিত। বিশেষজ্ঞরা বলছেন, দুই ডোজ টিকা নেওয়ার পর শরীরে পর্যাপ্ত অ্যান্টিবডি তৈরি হয়। তবে টিকা নেওয়ার পরও মাস্ক পরা ও স্বাস্থ্যবিধি মেনে চলা জরুরি। বয়স্ক ও দীর্ঘমেয়াদি রোগে আক্রান্তদের ঝুঁকি বেশি হওয়ায় তাদের অগ্রাধিকার ভিত্তিতে টিকা দেওয়া হচ্ছে। চিকিৎসকরা পরামর্শ দিয়েছেন, কোনো উপসর্গ দেখা দিলে দ্রুত পরীক্ষা করাতে হবে। টিকা নিয়ে গুজবে কান না দেওয়ার আহ্বান জানিয়েছেন স্বাস্থ্য বিশেষজ্ঞরা। দেশব্যাপী টিকাদান কর্মসূচিতে মানুষের অংশগ্রহণ ক্রমেই বাড়ছে।	[4, 567, 160, 608]
article-body-cont: (প্রথম পৃষ্ঠার পর) দেশে ডিজিটাল সেবার পরিধি বাড়ছে। মোবাইল আর্থিক সেবার মাধ্যমে প্রতিদিন কোটি কোটি টাকার লেনদেন হচ্ছে। সংশ্লিষ্টরা বলছেন, গ্রাহকের তথ্যের নিরাপত্তা নিশ্চিত করা জরুরি। বাংলাদেশ ব্যাংক এ বিষয়ে নতুন নির্দেশনা জারি করেছে।	[248, 175, 402, 199]
article-body-cont: (প্রথম পৃষ্ঠার পর) গুচ্ছ পদ্ধতিতে বিশ্ববিদ্যালয়ে ভর্তি পরীক্ষা নেওয়ার সিদ্ধান্ত হয়েছে। শিক্ষার্থীদের ভোগান্তি কমাতে এ উদ্যোগ নেওয়া হয়েছে বলে জানিয়েছে বিশ্ববিদ্যালয় মঞ্জুরি কমিশন।	[166, 879, 242, 909]
article-body-cont: (প্রথম পৃষ্ঠার পর) মিয়ানমারে সামরিক অভ্যুত্থানের বিরুদ্ধে বিক্ষোভ অব্যাহত রয়েছে। আন্তর্জাতিক সম্প্রদায় নিষেধাজ্ঞার হুমকি দিয়েছে। জাতিসংঘ পরিস্থিতি পর্যবেক্ষণ করছে।	[248, 198, 402, 216]
column-divider	[162, 52, 163, 980]
article-body-cont: (প্রথম পৃষ্ঠার পর) মহান একুশে ফেব্রুয়ারি শহীদ দিবস ও আন্তর্জাতিক মাতৃভাষা দিবস উপলক্ষে রাষ্ট্রপতি ও প্রধানমন্ত্রী পৃথক বাণী দিয়েছেন। তারা ভাষা শহীদদের গভীর শ্রদ্ধার সঙ্গে স্মরণ করেন। প্রধানমন্ত্রী বলেন, একুশের চেতনাই আমাদের স্বাধীনতার মূল প্রেরণা। মাতৃভাষার মর্যাদা রক্ষায় সবাইকে ঐক্যবদ্ধ থাকতে হবে। কেন্দ্রীয় শহীদ মিনারে স্বাস্থ্যবিধি মেনে শ্রদ্ধা নিবেদনের প্রস্তুতি সম্পন্ন হয়েছে। রাত ১২টা ১মিনিটে প্রথম প্রহরে রাষ্ট্রপতি ও প্রধানমন্ত্রী পুষ্পস্তবক অর্পণ করবেন। দিবসটি উপলক্ষে সারা দেশে বিভিন্ন কর্মসূচি পালন করা হবে। সরকারি ও বেসরকারি ভবনে জাতীয় পতাকা অর্ধনমিত রাখা হবে। ভাষা আন্দোলনের ইতিহাস নতুন প্রজন্মের কাছে তুলে ধরতে আলোচনা সভা ও সাংস্কৃতিক অনুষ্ঠানের আয়োজন করা হয়েছে।	[166, 312, 242, 425]
article-body: (প্রথম পৃষ্ঠার পর) মধ্যপ্রাচ্যসহ বিভিন্ন দেশে যাওয়ার জন্য প্রবাসী কর্মীদের টিকিট সংকট দেখা দিয়েছে। অনেকে নির্ধারিত সময়ের মধ্যে কর্মস্থলে ফিরতে না পারায় চাকরি হারানোর আশঙ্কায় রয়েছেন। বিমান বাংলাদেশ এয়ারলাইন্সসহ বেসরকারি এয়ারলাইন্সগুলোর টিকিটের দাম কয়েকগুণ বেড়ে গেছে বলে অভিযোগ করেছেন ভুক্তভোগীরা। এ বিষয়ে সংশ্লিষ্ট মন্ত্রণালয় বলছে, দ্রুত সমস্যা সমাধানে অতিরিক্ত ফ্লাইট	[4, 64, 160, 94]
article-body-cont: (প্রথম পৃষ্ঠার পর) দেশে করোনা টিকাদান কার্যক্রম সফলভাবে চলছে। এখন পর্যন্ত কয়েক লাখ মানুষ টিকা গ্রহণ করেছেন। স্বাস্থ্য অধিদফতর জানিয়েছে, টিকা নেওয়ার পর কারও মধ্যে গুরুতর পার্শ্বপ্রতিক্রিয়া দেখা যায়নি। সবাইকে নিবন্ধন করে টিকা নেওয়ার আহ্বান জানানো হয়েছে। জেলা ও উপজেলা পর্যায়ে টিকাকেন্দ্রগুলোতে মানুষের আগ্রহ বাড়ছে।	[409, 130, 485, 189]
page-number: ১১	[566, 2, 650, 32]
article-body: (প্রথম পৃষ্ঠার পর) দেশে ডিজিটাল সেবার পরিধি বাড়ছে। মোবাইল আর্থিক সেবার মাধ্যমে প্রতিদিন কোটি কোটি টাকার লেনদেন হচ্ছে। সংশ্লিষ্টরা বলছেন, গ্রাহকের তথ্যের নিরাপত্তা নিশ্চিত করা জরুরি। বাংলাদেশ ব্যাংক এ বিষয়ে নতুন নির্দেশনা জারি করেছে।	[248, 64, 402, 88]
article-headline: দুর্নীতিসাজা বিধিতে	[172, 653, 236, 661]
article-headline: এই ইসিকে লজ্জা দেওয়ার ক্ষমতা কারও নেই : নজরুল	[413, 54, 481, 81]
story-divider	[166, 508, 242, 509]
article-body-cont: (প্রথম পৃষ্ঠার পর) করোনার টিকা নেওয়ার পর অনেকের মনে প্রশ্ন জাগে, তারা কতটা সুরক্ষিত। বিশেষজ্ঞরা বলছেন, দুই ডোজ টিকা নেওয়ার পর শরীরে পর্যাপ্ত অ্যান্টিবডি তৈরি হয়। তবে টিকা নেওয়ার পরও মাস্ক পরা ও স্বাস্থ্যবিধি মেনে চলা জরুরি। বয়স্ক ও দীর্ঘমেয়াদি রোগে আক্রান্তদের ঝুঁকি বেশি হওয়ায় তাদের অগ্রাধিকার ভিত্তিতে টিকা দেওয়া হচ্ছে। চিকিৎসকরা পরামর্শ দিয়েছেন, কোনো উপসর্গ দেখা দিলে দ্রুত পরীক্ষা করাতে হবে। টিকা নিয়ে গুজবে কান না দেওয়ার আহ্বান জানিয়েছেন স্বাস্থ্য বিশেষজ্ঞরা। দেশব্যাপী টিকাদান কর্মসূচিতে মানুষের	[166, 425, 242, 505]
